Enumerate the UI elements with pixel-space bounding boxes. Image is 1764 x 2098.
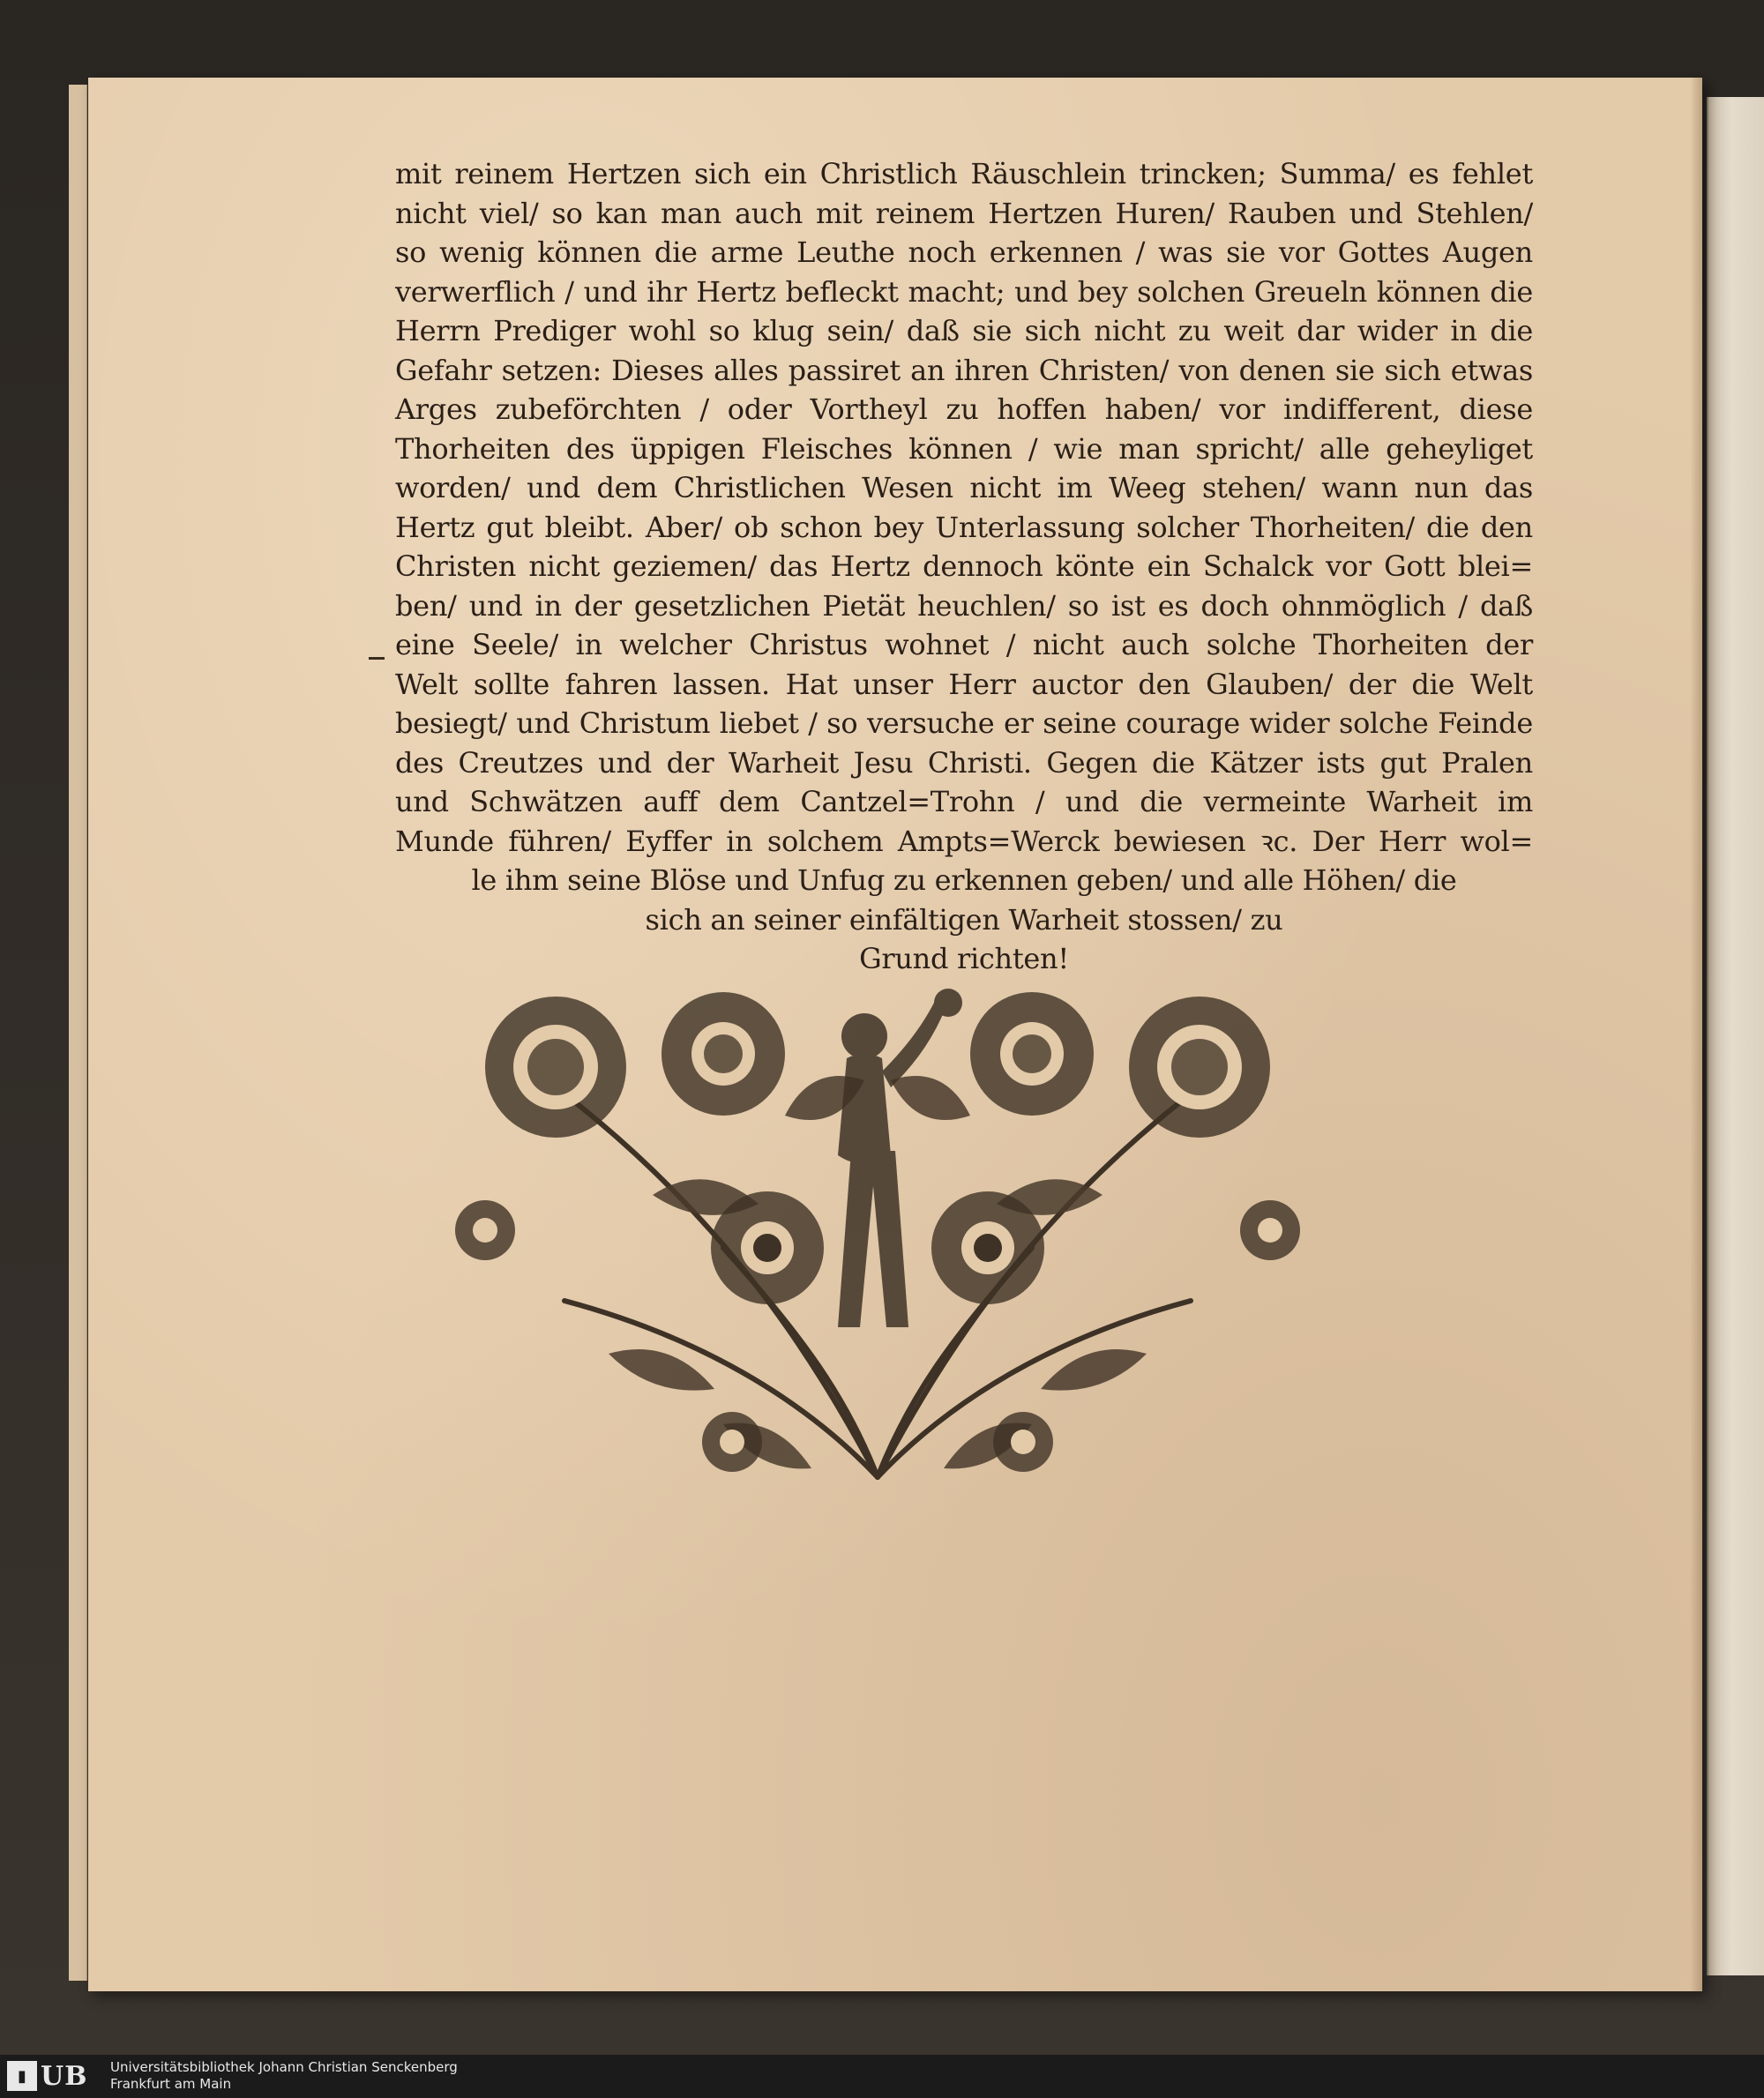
page-edge-shadow: [1690, 78, 1702, 1991]
ornament-flower: [455, 1200, 515, 1260]
text-line: Gefahr setzen: Dieses alles passiret an ihren Christen/ von denen sie sich etwas: [395, 353, 1533, 387]
ornament-flower: [711, 1191, 824, 1304]
ornament-flower: [1240, 1200, 1300, 1260]
margin-mark: [369, 657, 385, 660]
text-line: Grund richten!: [859, 942, 1069, 975]
text-line: ben/ und in der gesetzlichen Pietät heuchlen/ so ist es doch ohnmöglich / daß: [395, 588, 1533, 623]
text-line: Christen nicht geziemen/ das Hertz dennoch könte ein Schalck vor Gott blei=: [395, 549, 1533, 583]
ornament-flower: [702, 1412, 762, 1472]
institution-line: Universitätsbibliothek Johann Christian Senckenberg: [110, 2059, 458, 2075]
text-line: Thorheiten des üppigen Fleisches können / wie man spricht/ alle geheyliget: [395, 431, 1533, 466]
logo-text: UB: [41, 2060, 88, 2092]
ornament-flower: [931, 1191, 1044, 1304]
institution-line: Frankfurt am Main: [110, 2076, 232, 2092]
text-line: mit reinem Hertzen sich ein Christlich Räuschlein trincken; Summa/ es fehlet: [395, 157, 1533, 190]
text-line: besiegt/ und Christum liebet / so versuche er seine courage wider solche Feinde: [395, 706, 1533, 740]
ornament-leaf: [1041, 1349, 1147, 1391]
book-icon: ▮: [7, 2061, 37, 2091]
page-stack-edge: [78, 85, 87, 1981]
body-text: [395, 154, 1533, 979]
institution-name: [110, 2059, 458, 2093]
footer-bar: [0, 2055, 1764, 2098]
text-line: Hertz gut bleibt. Aber/ ob schon bey Unterlassung solcher Thorheiten/ die den: [395, 510, 1533, 544]
ornament-flower: [1129, 997, 1270, 1138]
text-line: le ihm seine Blöse und Unfug zu erkennen geben/ und alle Höhen/ die: [471, 863, 1457, 897]
ornament-stem: [878, 1080, 1208, 1477]
text-line: Herrn Prediger wohl so klug sein/ daß sie sich nicht zu weit dar wider in die: [395, 314, 1533, 347]
woodcut-ornament: [432, 983, 1323, 1504]
text-line: des Creutzes und der Warheit Jesu Christi. Gegen die Kätzer ists gut Pralen: [395, 745, 1533, 780]
ornament-leaf: [609, 1349, 714, 1391]
text-line: eine Seele/ in welcher Christus wohnet / nicht auch solche Thorheiten der: [395, 628, 1533, 661]
text-line: Arges zubeförchten / oder Vortheyl zu hoffen haben/ vor indifferent, diese: [395, 392, 1533, 426]
text-line: und Schwätzen auff dem Cantzel=Trohn / und die vermeinte Warheit im: [395, 785, 1533, 818]
ub-logo: [7, 2060, 104, 2092]
text-line: nicht viel/ so kan man auch mit reinem Hertzen Huren/ Rauben und Stehlen/: [395, 196, 1533, 230]
text-line: worden/ und dem Christlichen Wesen nicht im Weeg stehen/ wann nun das: [395, 471, 1533, 504]
text-line: so wenig können die arme Leuthe noch erkennen / was sie vor Gottes Augen: [395, 235, 1533, 269]
ornament-leaf: [891, 1076, 970, 1120]
text-line: sich an seiner einfältigen Warheit stossen/ zu: [645, 902, 1283, 937]
ornament-flower: [970, 992, 1094, 1116]
ornament-flower: [485, 997, 626, 1138]
text-line: verwerflich / und ihr Hertz befleckt macht; und bey solchen Greueln können die: [395, 274, 1533, 309]
underlying-page: [1707, 97, 1764, 1975]
ornament-stem: [547, 1080, 878, 1477]
text-line: Munde führen/ Eyffer in solchem Ampts=Werck bewiesen ꝛc. Der Herr wol=: [395, 824, 1533, 858]
ornament-flower: [993, 1412, 1053, 1472]
ornament-flower: [662, 992, 785, 1116]
text-line: Welt sollte fahren lassen. Hat unser Herr auctor den Glauben/ der die Welt: [395, 667, 1533, 701]
